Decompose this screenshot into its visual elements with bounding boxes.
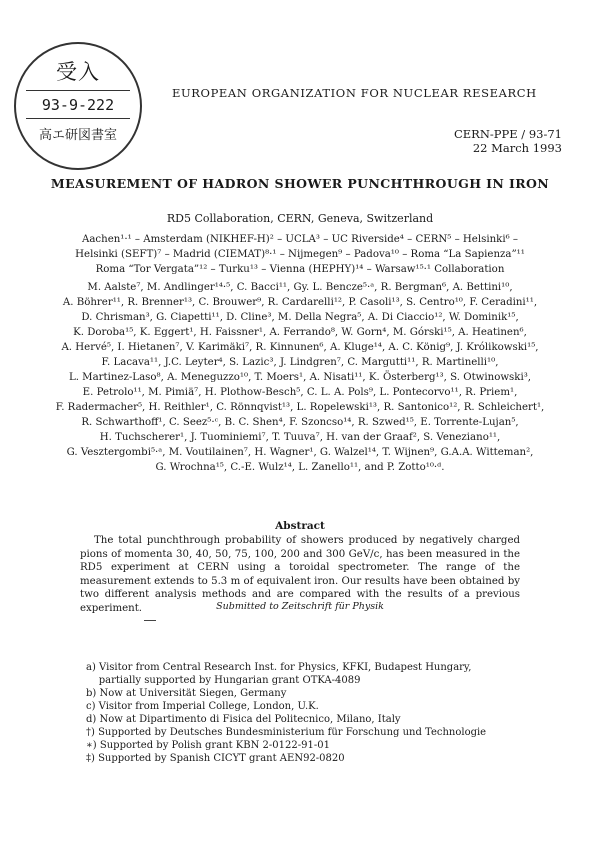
stamp-divider <box>26 118 130 119</box>
stamp-divider <box>26 90 130 91</box>
collaboration-line: RD5 Collaboration, CERN, Geneva, Switzerland <box>166 212 434 225</box>
institute-line: Helsinki (SEFT)⁷ – Madrid (CIEMAT)⁸·¹ – Nijmegen⁹ – Padova¹⁰ – Roma “La Sapienza”¹¹ <box>75 249 525 260</box>
author-line: A. Böhrer¹¹, R. Brenner¹³, C. Brouwer⁹, R. Cardarelli¹², P. Casoli¹³, S. Centro¹⁰, F. Ceradini¹¹, <box>62 297 538 308</box>
abstract-heading: Abstract <box>275 520 325 532</box>
organization-name: EUROPEAN ORGANIZATION FOR NUCLEAR RESEARCH <box>172 86 537 100</box>
submission-note: Submitted to Zeitschrift für Physik <box>216 601 384 612</box>
author-line: M. Aalste⁷, M. Andlinger¹⁴·⁵, C. Bacci¹¹, Gy. L. Bencze⁵·ᵃ, R. Bergman⁶, A. Bettini¹⁰, <box>87 282 513 293</box>
author-line: E. Petrolo¹¹, M. Pimiä⁷, H. Plothow-Besch⁵, C. L. A. Pols⁹, L. Pontecorvo¹¹, R. Priem¹, <box>82 387 518 398</box>
paper-title: MEASUREMENT OF HADRON SHOWER PUNCHTHROUGH IN IRON <box>50 176 550 191</box>
report-date: 22 March 1993 <box>472 141 562 155</box>
author-line: H. Tuchscherer¹, J. Tuominiemi⁷, T. Tuuva⁷, H. van der Graaf², S. Veneziano¹¹, <box>99 432 501 443</box>
footnote: a) Visitor from Central Research Inst. for Physics, KFKI, Budapest Hungary, <box>86 662 472 673</box>
library-receipt-stamp <box>14 42 142 170</box>
institute-line: Aachen¹·¹ – Amsterdam (NIKHEF-H)² – UCLA³ – UC Riverside⁴ – CERN⁵ – Helsinki⁶ – <box>82 234 518 245</box>
footnote-separator <box>144 620 156 621</box>
author-line: K. Doroba¹⁵, K. Eggert¹, H. Faissner¹, A. Ferrando⁸, W. Gorn⁴, M. Górski¹⁵, A. Heatinen⁶, <box>73 327 527 338</box>
author-line: F. Radermacher⁵, H. Reithler¹, C. Rönnqvist¹³, L. Ropelewski¹³, R. Santonico¹², R. Schleichert¹, <box>55 402 545 413</box>
institute-list <box>40 232 560 277</box>
footnote: ∗) Supported by Polish grant KBN 2-0122-91-01 <box>86 740 330 751</box>
author-line: L. Martinez-Laso⁸, A. Meneguzzo¹⁰, T. Moers¹, A. Nisati¹¹, K. Österberg¹³, S. Otwinowski³, <box>68 372 532 383</box>
footnote: d) Now at Dipartimento di Fisica del Politecnico, Milano, Italy <box>86 714 401 725</box>
report-number: CERN-PPE / 93-71 <box>453 127 562 141</box>
footnote: ‡) Supported by Spanish CICYT grant AEN92-0820 <box>86 753 345 764</box>
footnote-list <box>86 661 486 765</box>
stamp-date-text: 93-9-222 <box>41 96 115 114</box>
author-list <box>40 280 560 475</box>
author-line: R. Schwarthoff¹, C. Seez⁵·ᶜ, B. C. Shen⁴, F. Szoncso¹⁴, R. Szwed¹⁵, E. Torrente-Lujan⁵, <box>81 417 519 428</box>
author-line: D. Chrisman³, G. Ciapetti¹¹, D. Cline³, M. Della Negra⁵, A. Di Ciaccio¹², W. Dominik¹⁵, <box>81 312 519 323</box>
institute-line: Roma “Tor Vergata”¹² – Turku¹³ – Vienna (HEPHY)¹⁴ – Warsaw¹⁵·¹ Collaboration <box>95 264 505 275</box>
abstract-text: The total punchthrough probability of showers produced by negatively charged pions of momenta 30, 40, 50, 75, 100, 200 and 300 GeV/c, has been measured in the RD5 experiment at CERN using a toroidal spectrometer. The range of the measurement extends to 5.3 m of equivalent iron. Our results have been obtained by two different analysis methods and are compared with the results of a previous experiment. <box>80 535 520 614</box>
footnote: †) Supported by Deutsches Bundesministerium für Forschung und Technologie <box>86 727 487 738</box>
author-line: G. Vesztergombi⁵·ᵃ, M. Voutilainen⁷, H. Wagner¹, G. Walzel¹⁴, T. Wijnen⁹, G.A.A. Witteman², <box>66 447 534 458</box>
report-info <box>454 127 562 155</box>
author-line: G. Wrochna¹⁵, C.-E. Wulz¹⁴, L. Zanello¹¹, and P. Zotto¹⁰·ᵈ. <box>155 462 445 473</box>
stamp-library-text: 高エ研図書室 <box>38 128 117 143</box>
author-line: A. Hervé⁵, I. Hietanen⁷, V. Karimäki⁷, R. Kinnunen⁶, A. Kluge¹⁴, A. C. König⁹, J. Królikowski¹⁵, <box>61 342 539 353</box>
footnote: c) Visitor from Imperial College, London, U.K. <box>86 701 319 712</box>
footnote: partially supported by Hungarian grant OTKA-4089 <box>86 675 361 686</box>
author-line: F. Lacava¹¹, J.C. Leyter⁴, S. Lazic³, J. Lindgren⁷, C. Margutti¹¹, R. Martinelli¹⁰, <box>101 357 499 368</box>
stamp-received-text: 受入 <box>56 60 100 84</box>
footnote: b) Now at Universität Siegen, Germany <box>86 688 287 699</box>
